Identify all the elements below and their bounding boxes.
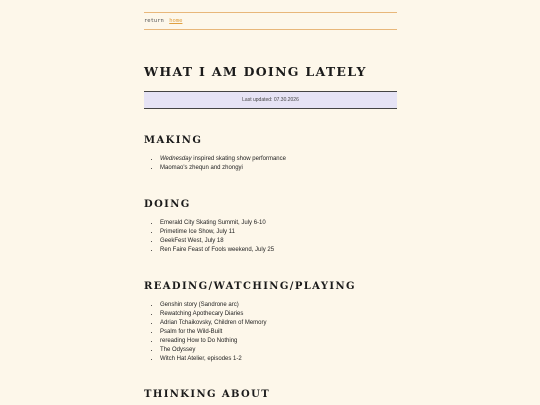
return-bar xyxy=(144,12,397,30)
list-item: • Rewatching Apothecary Diaries xyxy=(160,310,267,319)
list-item: • Witch Hat Atelier, episodes 1-2 xyxy=(160,355,267,364)
list-item: • rereading How to Do Nothing xyxy=(160,337,267,346)
list-item xyxy=(160,164,286,173)
section-heading-thinking: THINKING ABOUT xyxy=(144,389,271,400)
list-item: • Psalm for the Wild-Built xyxy=(160,328,267,337)
list-item-text: Maomao's zhequn and zhongyi xyxy=(160,165,243,171)
list-item: • Ren Faire Feast of Fools weekend, July 25 xyxy=(160,246,274,255)
section-heading-making: MAKING xyxy=(144,135,203,146)
list-item: • Genshin story (Sandrone arc) xyxy=(160,301,267,310)
list-item: • The Odyssey xyxy=(160,346,267,355)
list-item xyxy=(160,155,286,164)
return-label: return xyxy=(144,18,164,24)
reading-list xyxy=(150,301,267,364)
last-updated-banner: Last updated: 07.30.2026 xyxy=(144,91,397,109)
doing-list xyxy=(150,219,274,255)
list-item-emphasis: Wednesday xyxy=(160,156,192,162)
page-title: WHAT I AM DOING LATELY xyxy=(144,64,367,79)
section-heading-reading: READING/WATCHING/PLAYING xyxy=(144,281,356,292)
home-link[interactable]: home xyxy=(169,18,183,24)
list-item: • Adrian Tchaikovsky, Children of Memory xyxy=(160,319,267,328)
list-item: • Primetime Ice Show, July 11 xyxy=(160,228,274,237)
list-item: • GeekFest West, July 18 xyxy=(160,237,274,246)
list-item: • Emerald City Skating Summit, July 6-10 xyxy=(160,219,274,228)
making-list xyxy=(150,155,286,173)
section-heading-doing: DOING xyxy=(144,199,191,210)
list-item-text: inspired skating show performance xyxy=(191,156,286,162)
